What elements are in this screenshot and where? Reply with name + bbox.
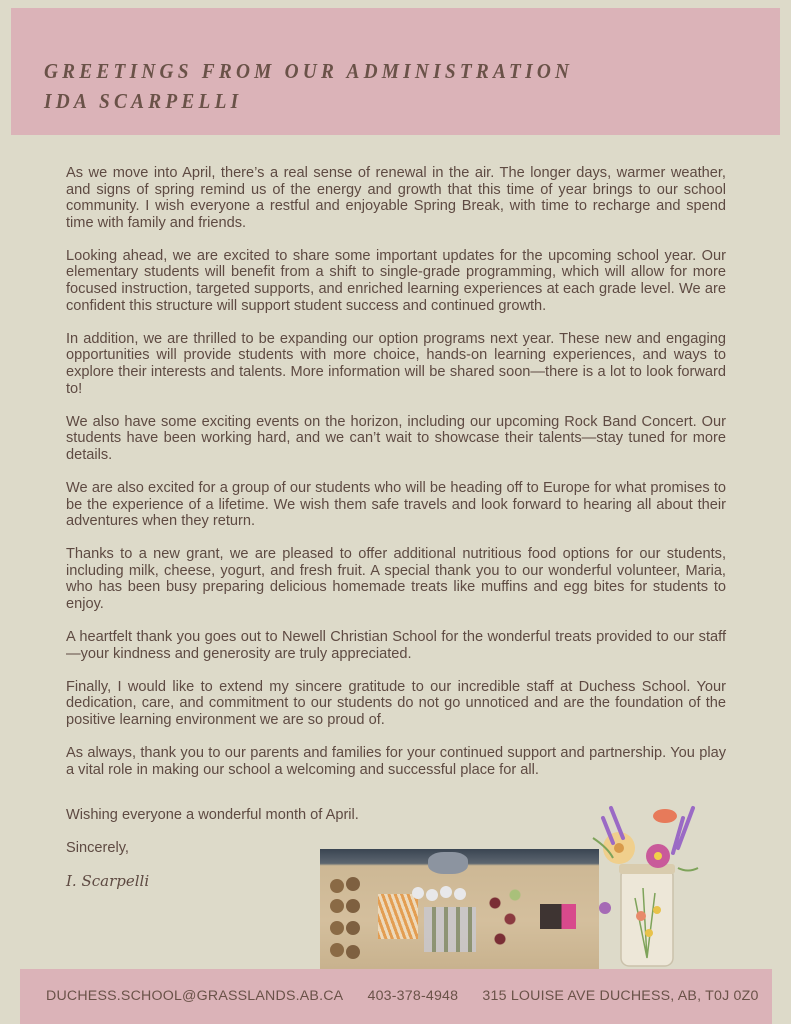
paragraph: Finally, I would like to extend my sincere gratitude to our incredible staff at Duchess School. Your dedication, care, and commitment to our students do not go unnoticed and are the foundation of the positive learning environment we are so proud of. (66, 678, 726, 728)
food-table-photo (320, 849, 599, 969)
muffin-shape (330, 879, 344, 893)
muffin-shape (330, 899, 344, 913)
title-line-1: GREETINGS FROM OUR ADMINISTRATION (44, 59, 574, 83)
yogurt-cup (426, 889, 438, 901)
milk-cartons (424, 907, 476, 952)
paragraph: A heartfelt thank you goes out to Newell Christian School for the wonderful treats provided to our staff—your kindness and generosity are truly appreciated. (66, 629, 726, 662)
muffin-shape (330, 921, 344, 935)
muffin-shape (346, 921, 360, 935)
contact-info (46, 988, 779, 1004)
snack-packs (540, 904, 576, 929)
yogurt-cup (440, 886, 452, 898)
yogurt-cup (454, 888, 466, 900)
paragraph: Looking ahead, we are excited to share some important updates for the upcoming school year. Our elementary students will benefit from a shift to single-grade programming, which will allow for more focused instruction, targeted supports, and enriched learning experiences at each grade level. We are confident this structure will support student success and continued growth. (66, 247, 726, 314)
phone-number[interactable]: 403-378-4948 (367, 988, 459, 1004)
paragraph: We are also excited for a group of our students who will be heading off to Europe for what promises to be the experience of a lifetime. We wish them safe travels and look forward to hearing all about their adventures when they return. (66, 479, 726, 530)
muffin-shape (346, 945, 360, 959)
signature: I. Scarpelli (66, 872, 150, 890)
header-banner (11, 8, 780, 135)
paragraph: We also have some exciting events on the horizon, including our upcoming Rock Band Concert. Our students have been working hard, and we can’t wait to showcase their talents—stay tuned for more details. (66, 413, 726, 463)
footer-contact-banner (20, 969, 772, 1024)
closing-wish: Wishing everyone a wonderful month of April. (66, 807, 359, 823)
paragraph: As we move into April, there’s a real sense of renewal in the air. The longer days, warmer weather, and signs of spring remind us of the energy and growth that this time of year brings to our school community. I wish everyone a restful and enjoyable Spring Break, with time to recharge and spend time with family and friends. (66, 165, 726, 231)
fruit-bags (480, 879, 530, 959)
cheese-sticks (378, 894, 418, 939)
container-shape (428, 852, 468, 874)
flower-jar-illustration (583, 798, 713, 970)
paragraph: In addition, we are thrilled to be expanding our option programs next year. These new and engaging opportunities will provide students with more choice, hands-on learning experiences, and ways to explore their interests and talents. More information will be shared soon—there is a lot to look forward to! (66, 330, 726, 397)
muffin-shape (330, 943, 344, 957)
yogurt-cup (412, 887, 424, 899)
paragraph: As always, thank you to our parents and families for your continued support and partnership. You play a vital role in making our school a welcoming and successful place for all. (66, 745, 726, 778)
title-line-2: IDA SCARPELLI (44, 89, 243, 113)
letter-body (66, 165, 726, 795)
paragraph: Thanks to a new grant, we are pleased to offer additional nutritious food options for our students, including milk, cheese, yogurt, and fresh fruit. A special thank you to our wonderful volunteer, Maria, who has been busy preparing delicious homemade treats like muffins and egg bites for students to enjoy. (66, 546, 726, 612)
page-title (44, 56, 573, 116)
muffin-shape (346, 899, 360, 913)
closing (66, 807, 359, 873)
email-link[interactable]: DUCHESS.SCHOOL@GRASSLANDS.AB.CA (46, 988, 344, 1004)
address: 315 LOUISE AVE DUCHESS, AB, T0J 0Z0 (482, 988, 759, 1004)
muffin-shape (346, 877, 360, 891)
closing-sincerely: Sincerely, (66, 840, 129, 856)
